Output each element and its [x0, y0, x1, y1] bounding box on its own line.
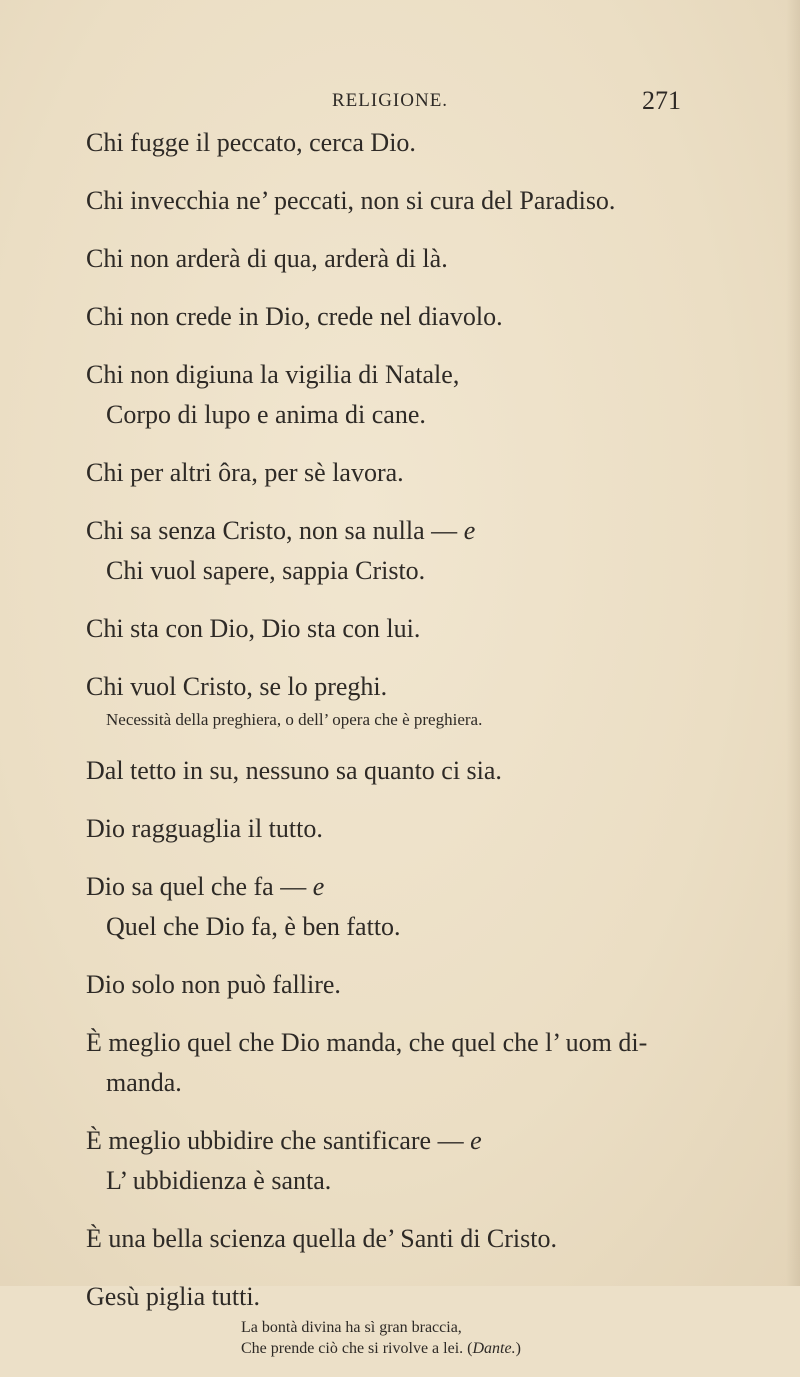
proverb — [86, 1277, 726, 1359]
proverb-line: Gesù piglia tutti. — [86, 1282, 261, 1311]
quote-line: La bontà divina ha sì gran braccia, — [241, 1319, 462, 1336]
proverb-line: Dio solo non può fallire. — [86, 970, 341, 999]
page-header — [0, 86, 800, 116]
proverb-line: Chi fugge il peccato, cerca Dio. — [86, 128, 416, 157]
proverb-line — [86, 511, 726, 551]
proverb-line: Dio ragguaglia il tutto. — [86, 814, 323, 843]
proverb-line: Chi sta con Dio, Dio sta con lui. — [86, 614, 421, 643]
running-head: RELIGIONE. — [332, 90, 449, 111]
proverb-line: Chi per altri ôra, per sè lavora. — [86, 458, 404, 487]
joiner-e: e — [312, 872, 325, 901]
proverb — [86, 181, 726, 221]
proverb-line-text: Chi sa senza Cristo, non sa nulla — — [86, 516, 458, 545]
joiner-e: e — [463, 516, 476, 545]
proverb-line: È una bella scienza quella de’ Santi di Cristo. — [86, 1224, 557, 1253]
proverb-line-continuation: Quel che Dio fa, è ben fatto. — [106, 912, 401, 941]
proverb-line: Dal tetto in su, nessuno sa quanto ci sia. — [86, 756, 502, 785]
proverb — [86, 609, 726, 649]
proverb — [86, 1219, 726, 1259]
proverb-note: Necessità della preghiera, o dell’ opera che è preghiera. — [106, 710, 483, 729]
proverb-line: È meglio quel che Dio manda, che quel che l’ uom di- — [86, 1028, 648, 1057]
proverb — [86, 453, 726, 493]
proverb — [86, 867, 726, 947]
proverb — [86, 297, 726, 337]
proverb-line-continuation: Chi vuol sapere, sappia Cristo. — [106, 556, 426, 585]
proverb-line: Chi non crede in Dio, crede nel diavolo. — [86, 302, 503, 331]
proverb-line-continuation: manda. — [106, 1068, 182, 1097]
proverb — [86, 1023, 726, 1103]
proverb-line: Chi non digiuna la vigilia di Natale, — [86, 360, 460, 389]
joiner-e: e — [470, 1126, 482, 1155]
page-edge-shadow — [786, 0, 800, 1286]
proverb-line-text: Dio sa quel che fa — — [86, 872, 307, 901]
proverb — [86, 667, 726, 733]
proverb — [86, 751, 726, 791]
proverb — [86, 355, 726, 435]
proverb — [86, 123, 726, 163]
quote-line-text: Che prende ciò che si rivolve a lei. — [241, 1340, 464, 1357]
proverb — [86, 965, 726, 1005]
proverb-line-continuation: Corpo di lupo e anima di cane. — [106, 400, 426, 429]
page-number: 271 — [642, 86, 681, 115]
proverb-line-text: È meglio ubbidire che santificare — — [86, 1126, 464, 1155]
proverb-line: Chi invecchia ne’ peccati, non si cura del Paradiso. — [86, 186, 616, 215]
proverb-line: Chi non arderà di qua, arderà di là. — [86, 244, 448, 273]
proverb-list — [86, 123, 726, 1377]
quote-line: Che prende ciò che si rivolve a lei. (Dante.) — [241, 1340, 521, 1357]
proverb — [86, 809, 726, 849]
proverb-line: Chi vuol Cristo, se lo preghi. — [86, 672, 388, 701]
proverb-line — [86, 867, 726, 907]
proverb — [86, 1121, 726, 1201]
proverb-line-continuation: L’ ubbidienza è santa. — [106, 1166, 332, 1195]
proverb — [86, 511, 726, 591]
proverb-line — [86, 1121, 726, 1161]
quote-source: Dante. — [472, 1340, 516, 1357]
proverb — [86, 239, 726, 279]
